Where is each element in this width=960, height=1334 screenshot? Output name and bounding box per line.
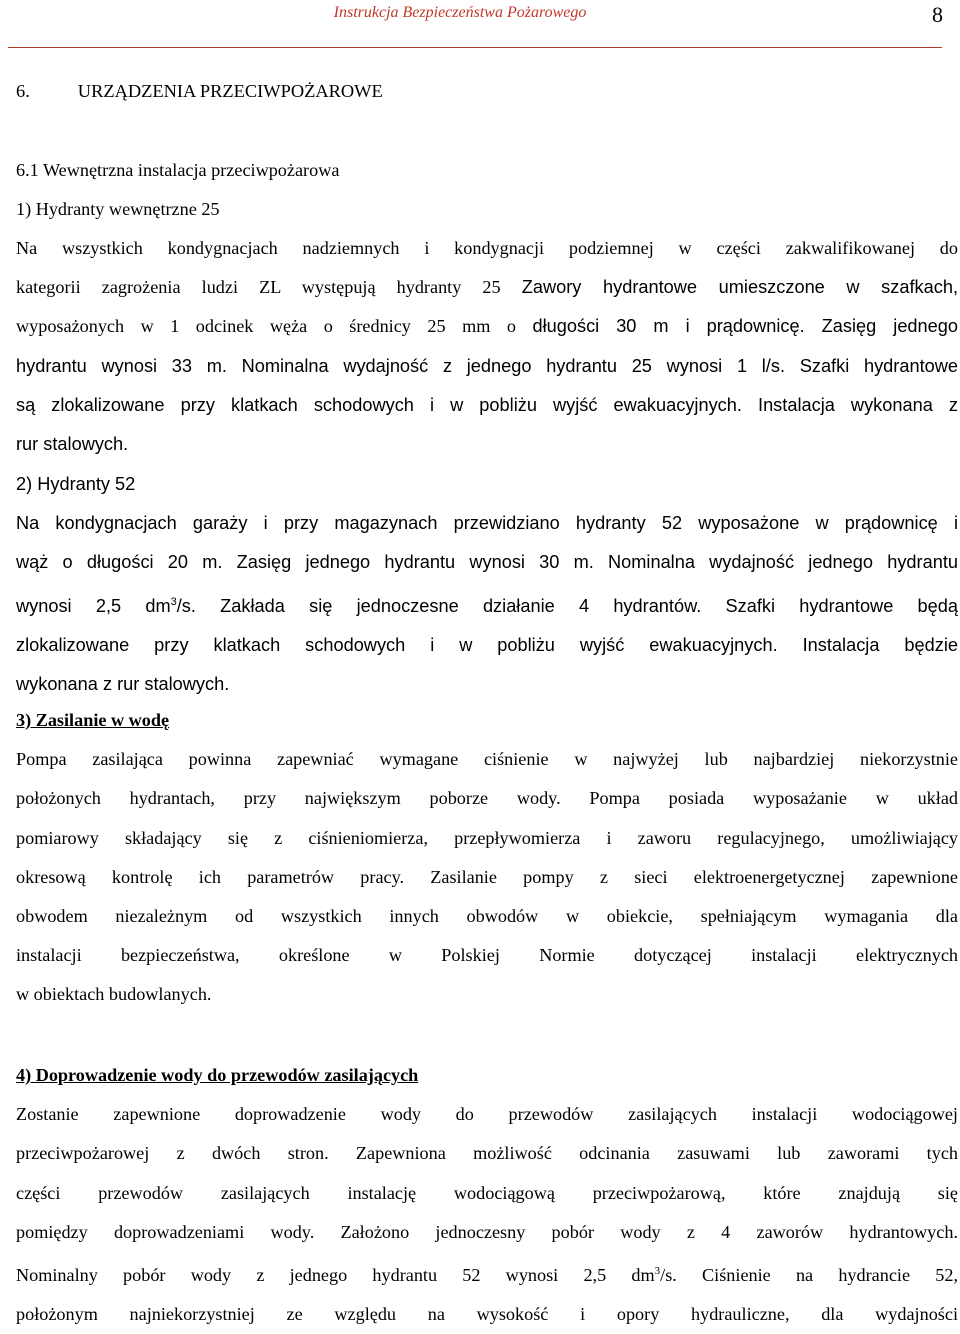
s3-line-2: położonych hydrantach, przy największym poborze wody. Pompa posiada wyposażanie w układ [16,788,958,809]
header-title: Instrukcja Bezpieczeństwa Pożarowego [333,4,587,21]
s4-line-6: położonym najniekorzystniej ze względu na wysokość i opory hydrauliczne, dla wydajności [16,1304,958,1325]
zasilanie-heading: 3) Zasilanie w wodę [16,710,170,730]
section-6-1-title: 6.1 Wewnętrzna instalacja przeciwpożarowa [16,160,340,180]
hydranty-52-heading: 2) Hydranty 52 [16,474,136,494]
s3-line-1: Pompa zasilająca powinna zapewniać wymagane ciśnienie w najwyżej lub najbardziej niekorzystnie [16,749,958,770]
s3-line-6: instalacji bezpieczeństwa, określone w Polskiej Normie dotyczącej instalacji elektrycznych [16,945,958,966]
p2-line-3: wynosi 2,5 $dm^3/s$. Zakłada się jednoczesne działanie 4 hydrantów. Szafki hydrantowe będą [16,595,958,616]
s3-line-3: pomiarowy składający się z ciśnieniomierza, przepływomierza i zaworu regulacyjnego, umożliwiający [16,827,958,848]
p1-line-6: rur stalowych. [16,434,129,455]
s3-line-5: obwodem niezależnym od wszystkich innych obwodów w obiekcie, spełniającym wymagania dla [16,906,958,927]
page-number: 8 [932,2,943,27]
s3-line-7: w obiektach budowlanych. [16,984,212,1005]
p1-line-1: Na wszystkich kondygnacjach nadziemnych i kondygnacji podziemnej w części zakwalifikowanej do [16,238,958,258]
p1-line-4: hydrantu wynosi 33 m. Nominalna wydajność z jednego hydrantu 25 wynosi 1 l/s. Szafki hydrantowe [16,355,958,376]
p1-line-5: są zlokalizowane przy klatkach schodowych i w pobliżu wyjść ewakuacyjnych. Instalacja wykonana z [16,394,958,415]
p1-line-3: wyposażonych w 1 odcinek węża o średnicy 25 mm o długości 30 m i prądownicę. Zasięg jednego [16,316,959,337]
p2-line-4: zlokalizowane przy klatkach schodowych i w pobliżu wyjść ewakuacyjnych. Instalacja będzie [16,634,958,655]
hydranty-52-section [16,465,958,704]
s4-line-4: pomiędzy doprowadzeniami wody. Założono jednoczesny pobór wody z 4 zaworów hydrantowych. [16,1221,958,1242]
hydranty-25-heading: 1) Hydranty wewnętrzne 25 [16,199,220,220]
header-rule [8,47,942,48]
doprowadzenie-section [16,1056,958,1334]
p2-line-5: wykonana z rur stalowych. [16,674,230,695]
section-6-heading [16,72,958,111]
hydranty-25-paragraph [16,229,958,464]
p2-line-1: Na kondygnacjach garaży i przy magazynach przewidziano hydranty 52 wyposażone w prądownicę i [16,513,958,534]
s4-line-3: części przewodów zasilających instalację wodociągową przeciwpożarową, które znajdują się [16,1182,958,1203]
s3-line-4: okresową kontrolę ich parametrów pracy. Zasilanie pompy z sieci elektroenergetycznej zapewnione [16,866,958,887]
section-6-1 [16,151,958,229]
p1-line-2: kategorii zagrożenia ludzi ZL występują hydranty 25 Zawory hydrantowe umieszczone w szafkach, [16,277,959,298]
zasilanie-section [16,701,958,1015]
p2-line-2: wąż o długości 20 m. Zasięg jednego hydrantu wynosi 30 m. Nominalna wydajność jednego hydrantu [16,552,958,573]
s4-line-5: Nominalny pobór wody z jednego hydrantu 52 wynosi 2,5 $dm^3/s$. Ciśnienie na hydrancie 52, [16,1265,958,1286]
section-6-title: URZĄDZENIA PRZECIWPOŻAROWE [77,81,383,101]
section-6-number: 6. [16,81,30,101]
doprowadzenie-heading: 4) Doprowadzenie wody do przewodów zasilających [16,1065,419,1085]
s4-line-2: przeciwpożarowej z dwóch stron. Zapewniona możliwość odcinania zasuwami lub zaworami tych [16,1143,958,1164]
s4-line-1: Zostanie zapewnione doprowadzenie wody do przewodów zasilających instalacji wodociągowej [16,1104,958,1125]
